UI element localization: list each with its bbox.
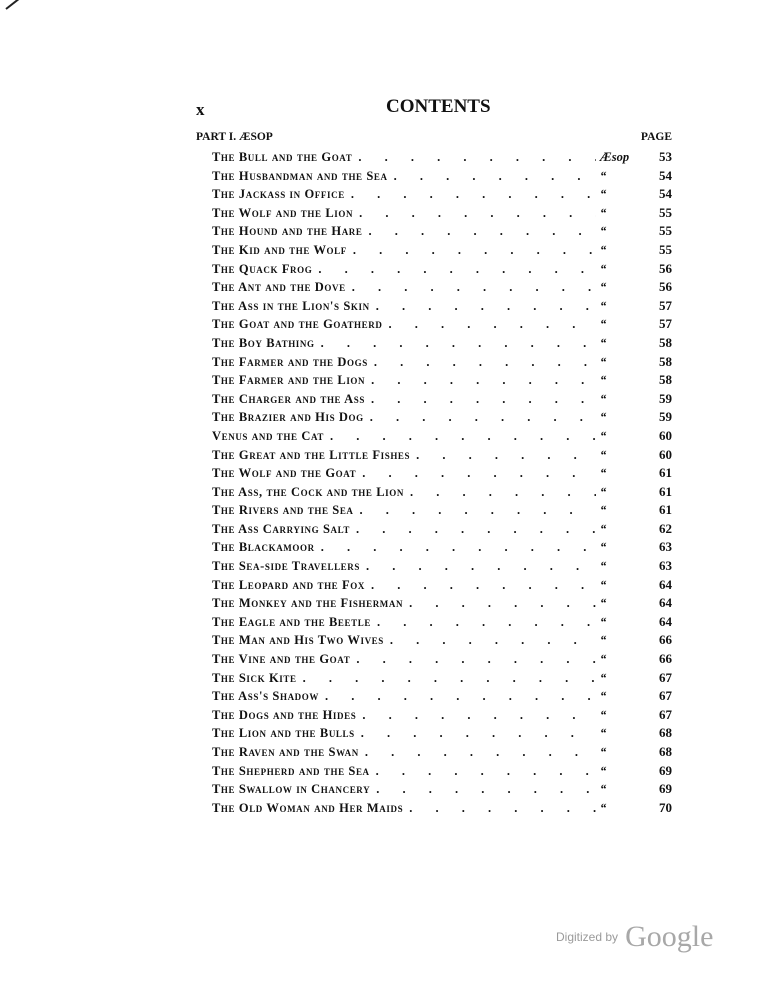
toc-entry — [212, 167, 672, 186]
toc-entry-author: “ — [600, 261, 607, 276]
dot-leader — [356, 520, 596, 539]
toc-entry — [212, 297, 672, 316]
toc-entry-page: 68 — [659, 725, 672, 741]
toc-entry-page: 61 — [659, 483, 672, 499]
toc-entry-title: The Hound and the Hare — [212, 224, 363, 239]
toc-entry-author: “ — [600, 391, 607, 406]
toc-entry — [212, 408, 672, 427]
toc-entry — [212, 520, 672, 539]
toc-entry — [212, 631, 672, 650]
toc-entry-page: 61 — [659, 465, 672, 481]
dot-leader — [359, 204, 596, 223]
dot-leader — [352, 278, 596, 297]
toc-entry-page: 54 — [659, 186, 672, 202]
toc-entry — [212, 334, 672, 353]
google-logo: Google — [625, 920, 714, 953]
dot-leader — [361, 724, 596, 743]
toc-entry — [212, 371, 672, 390]
toc-entry-page: 66 — [659, 632, 672, 648]
toc-entry — [212, 278, 672, 297]
toc-entry — [212, 185, 672, 204]
toc-entry-title: The Leopard and the Fox — [212, 577, 365, 592]
toc-entry-page: 58 — [659, 353, 672, 369]
dot-leader — [416, 446, 596, 465]
dot-leader — [376, 762, 596, 781]
toc-entry — [212, 650, 672, 669]
dot-leader — [330, 427, 596, 446]
toc-entry-author: “ — [600, 354, 607, 369]
toc-entry-page: 60 — [659, 427, 672, 443]
toc-entry-author: “ — [600, 763, 607, 778]
toc-entry-title: The Kid and the Wolf — [212, 242, 347, 257]
toc-entry-page: 64 — [659, 613, 672, 629]
toc-entry-author: “ — [600, 410, 607, 425]
toc-entry — [212, 390, 672, 409]
toc-entry-title: The Brazier and His Dog — [212, 410, 364, 425]
dot-leader — [371, 576, 596, 595]
dot-leader — [371, 371, 596, 390]
dot-leader — [362, 464, 596, 483]
dot-leader — [360, 501, 596, 520]
toc-entry-author: “ — [600, 224, 607, 239]
dot-leader — [377, 613, 596, 632]
toc-entry-title: The Old Woman and Her Maids — [212, 800, 404, 815]
toc-entry — [212, 687, 672, 706]
dot-leader — [409, 799, 596, 818]
page-number: x — [196, 100, 205, 119]
toc-entry-title: The Farmer and the Lion — [212, 373, 366, 388]
toc-entry-page: 59 — [659, 390, 672, 406]
toc-entry-title: The Sea-side Travellers — [212, 559, 360, 574]
toc-entry-title: The Monkey and the Fisherman — [212, 596, 404, 611]
dot-leader — [371, 390, 596, 409]
toc-entry — [212, 501, 672, 520]
dot-leader — [321, 538, 596, 557]
toc-entry-author: “ — [600, 707, 607, 722]
dot-leader — [356, 650, 596, 669]
toc-entry — [212, 241, 672, 260]
toc-entry-author: “ — [600, 168, 607, 183]
toc-entry-title: The Wolf and the Lion — [212, 205, 354, 220]
toc-entry-title: The Shepherd and the Sea — [212, 763, 370, 778]
toc-entry-page: 58 — [659, 372, 672, 388]
toc-entry-title: The Farmer and the Dogs — [212, 354, 368, 369]
toc-entry-title: The Bull and the Goat — [212, 150, 353, 164]
toc-entry-page: 57 — [659, 316, 672, 332]
toc-entry-title: The Ass in the Lion's Skin — [212, 298, 370, 313]
toc-entry — [212, 464, 672, 483]
toc-entry-page: 60 — [659, 446, 672, 462]
dot-leader — [366, 557, 596, 576]
toc-entry-author: “ — [600, 503, 607, 518]
toc-entry-title: The Charger and the Ass — [212, 391, 366, 406]
toc-entry — [212, 780, 672, 799]
toc-entry — [212, 148, 672, 167]
toc-entry-title: The Boy Bathing — [212, 335, 315, 350]
toc-entry-page: 55 — [659, 223, 672, 239]
toc-entry — [212, 315, 672, 334]
toc-entry — [212, 799, 672, 818]
toc-entry — [212, 743, 672, 762]
page-header — [196, 96, 676, 122]
toc-entry-page: 59 — [659, 409, 672, 425]
toc-entry-page: 55 — [659, 241, 672, 257]
column-headings — [196, 131, 672, 147]
toc-entry-author: “ — [600, 745, 607, 759]
dot-leader — [370, 408, 596, 427]
dot-leader — [365, 743, 596, 762]
toc-entry-page: 56 — [659, 260, 672, 276]
toc-entry-page: 54 — [659, 167, 672, 183]
toc-entry — [212, 446, 672, 465]
dot-leader — [410, 483, 596, 502]
toc-entry — [212, 594, 672, 613]
toc-entry-title: The Sick Kite — [212, 670, 297, 685]
toc-entry — [212, 613, 672, 632]
toc-entry-page: 67 — [659, 688, 672, 704]
toc-entry — [212, 222, 672, 241]
toc-entry-author: “ — [600, 242, 607, 257]
toc-entry-page: 61 — [659, 502, 672, 518]
toc-entry-title: The Lion and the Bulls — [212, 726, 355, 741]
toc-entry-title: Venus and the Cat — [212, 428, 324, 443]
toc-entry-title: The Ass, the Cock and the Lion — [212, 484, 404, 499]
dot-leader — [353, 241, 596, 260]
dot-leader — [376, 780, 596, 799]
page-title: CONTENTS — [386, 96, 491, 117]
toc-entry-author: “ — [600, 782, 607, 797]
toc-entry-page: 66 — [659, 651, 672, 667]
dot-leader — [325, 687, 596, 706]
toc-entry-author: “ — [600, 428, 607, 443]
toc-entry-author: “ — [600, 187, 607, 202]
toc-entry — [212, 557, 672, 576]
toc-entry-title: The Ass's Shadow — [212, 689, 319, 704]
toc-entry-author: “ — [600, 521, 607, 536]
digitized-by-google-watermark — [556, 920, 736, 960]
toc-entry-title: The Raven and the Swan — [212, 745, 359, 759]
toc-entry-page: 64 — [659, 595, 672, 611]
toc-entry-title: The Ant and the Dove — [212, 280, 346, 295]
toc-entry-author: “ — [600, 577, 607, 592]
toc-entry-title: The Jackass in Office — [212, 187, 345, 202]
dot-leader — [409, 594, 596, 613]
toc-entry-page: 64 — [659, 576, 672, 592]
dot-leader — [303, 669, 596, 688]
toc-entry — [212, 260, 672, 279]
toc-entry-author: “ — [600, 317, 607, 332]
digitized-label: Digitized by — [556, 930, 619, 944]
dot-leader — [351, 185, 596, 204]
toc-entry-author: “ — [600, 205, 607, 220]
toc-entry-page: 70 — [659, 799, 672, 815]
toc-entry-page: 55 — [659, 204, 672, 220]
toc-entry-page: 53 — [659, 149, 672, 164]
toc-entry-title: The Great and the Little Fishes — [212, 447, 411, 462]
toc-entry-page: 69 — [659, 781, 672, 797]
toc-entry — [212, 576, 672, 595]
toc-entry-title: The Vine and the Goat — [212, 652, 351, 667]
toc-entry-title: The Quack Frog — [212, 261, 313, 276]
toc-entry-page: 57 — [659, 297, 672, 313]
dot-leader — [394, 167, 596, 186]
toc-entry-title: The Blackamoor — [212, 540, 315, 555]
toc-entry-title: The Man and His Two Wives — [212, 633, 384, 648]
dot-leader — [362, 706, 596, 725]
toc-entry-page: 68 — [659, 744, 672, 759]
dot-leader — [321, 334, 596, 353]
toc-entry-author: “ — [600, 670, 607, 685]
dot-leader — [388, 315, 596, 334]
toc-entry-title: The Eagle and the Beetle — [212, 614, 371, 629]
toc-entry-author: “ — [600, 280, 607, 295]
toc-entry — [212, 538, 672, 557]
toc-entry-page: 69 — [659, 762, 672, 778]
toc-entry-author: “ — [600, 652, 607, 667]
toc-entry — [212, 706, 672, 725]
toc-entry-title: The Dogs and the Hides — [212, 707, 357, 722]
toc-entry-page: 58 — [659, 334, 672, 350]
toc-entry-page: 62 — [659, 520, 672, 536]
toc-entry-author: “ — [600, 614, 607, 629]
toc-entry-page: 67 — [659, 669, 672, 685]
dot-leader — [358, 148, 596, 167]
toc-list — [212, 148, 672, 817]
toc-entry-author: “ — [600, 540, 607, 555]
toc-entry-author: “ — [600, 726, 607, 741]
toc-entry-title: The Wolf and the Goat — [212, 466, 357, 481]
toc-entry-page: 63 — [659, 539, 672, 555]
toc-entry — [212, 353, 672, 372]
toc-entry-page: 63 — [659, 558, 672, 574]
toc-entry-author: “ — [600, 633, 607, 648]
dot-leader — [376, 297, 596, 316]
toc-entry-author: “ — [600, 596, 607, 611]
toc-entry-author: “ — [600, 373, 607, 388]
toc-entry-title: The Swallow in Chancery — [212, 782, 371, 797]
toc-entry-author: “ — [600, 447, 607, 462]
dot-leader — [318, 260, 596, 279]
toc-entry-author: “ — [600, 484, 607, 499]
toc-entry — [212, 427, 672, 446]
toc-entry — [212, 669, 672, 688]
dot-leader — [374, 353, 596, 372]
page-column-heading: PAGE — [640, 131, 672, 143]
toc-entry-author: “ — [600, 298, 607, 313]
part-title: PART I. ÆSOP — [196, 131, 273, 143]
toc-entry-title: The Rivers and the Sea — [212, 503, 354, 518]
toc-entry-author: “ — [600, 689, 607, 704]
dot-leader — [390, 631, 596, 650]
toc-entry-page: 67 — [659, 706, 672, 722]
toc-entry-author: “ — [600, 800, 607, 815]
toc-entry — [212, 483, 672, 502]
toc-entry-title: The Ass Carrying Salt — [212, 521, 351, 536]
toc-entry-author: “ — [600, 466, 607, 481]
scan-corner-mark — [5, 0, 30, 10]
toc-entry — [212, 724, 672, 743]
dot-leader — [369, 222, 597, 241]
toc-entry-author: “ — [600, 559, 607, 574]
toc-entry — [212, 762, 672, 781]
toc-entry-title: The Goat and the Goatherd — [212, 317, 383, 332]
toc-entry-page: 56 — [659, 279, 672, 295]
toc-entry-author: Æsop — [600, 150, 630, 164]
toc-entry-title: The Husbandman and the Sea — [212, 168, 388, 183]
toc-entry — [212, 204, 672, 223]
toc-entry-author: “ — [600, 335, 607, 350]
